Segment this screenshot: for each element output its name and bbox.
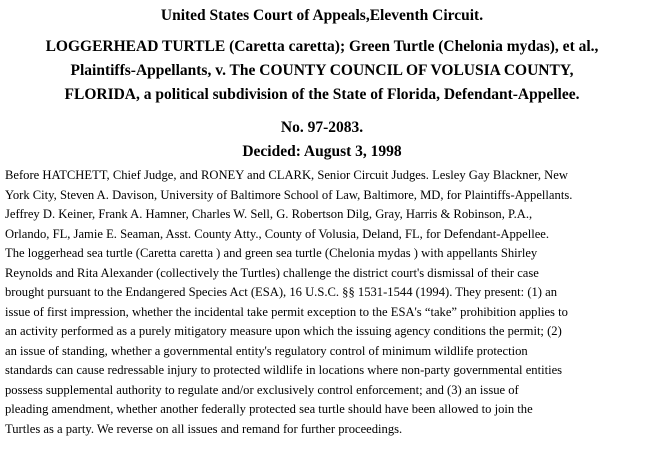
caption-line: LOGGERHEAD TURTLE (Caretta caretta); Green Turtle (Chelonia mydas), et al., <box>45 38 599 55</box>
text-line: issue of first impression, whether the incidental take permit exception to the ESA's “take” prohibition applies to <box>5 304 568 319</box>
case-caption <box>5 35 639 107</box>
docket-number: No. 97-2083. <box>280 119 364 136</box>
text-line: Turtles as a party. We reverse on all issues and remand for further proceedings. <box>5 421 403 436</box>
text-line: Reynolds and Rita Alexander (collectively the Turtles) challenge the district court's dismissal of their case <box>5 265 539 280</box>
text-line: brought pursuant to the Endangered Species Act (ESA), 16 U.S.C. §§ 1531-1544 (1994). They present: (1) an <box>5 285 558 299</box>
text-line: The loggerhead sea turtle (Caretta caretta ) and green sea turtle (Chelonia mydas ) with appellants Shirley <box>5 246 538 260</box>
text-line: an issue of standing, whether a governmental entity's regulatory control of minimum wildlife protection <box>5 343 528 358</box>
text-line: an activity performed as a purely mitigatory measure upon which the issuing agency conditions the permit; (2) <box>5 324 562 338</box>
text-line: standards can cause redressable injury to protected wildlife in locations where non-party governmental entities <box>5 363 563 377</box>
text-line: pleading amendment, whether another federally protected sea turtle should have been allowed to join the <box>5 402 533 416</box>
court-name: United States Court of Appeals,Eleventh Circuit. <box>160 7 484 24</box>
text-line: Orlando, FL, Jamie E. Seaman, Asst. County Atty., County of Volusia, Deland, FL, for Defendant-Appellee. <box>5 226 550 241</box>
text-line: Before HATCHETT, Chief Judge, and RONEY and CLARK, Senior Circuit Judges. Lesley Gay Blackner, New <box>5 168 568 182</box>
caption-line: FLORIDA, a political subdivision of the State of Florida, Defendant-Appellee. <box>64 86 580 103</box>
text-line: possess supplemental authority to regulate and/or exclusively control enforcement; and (3) an issue of <box>5 382 519 397</box>
opinion-text <box>5 166 639 439</box>
caption-line: Plaintiffs-Appellants, v. The COUNTY COUNCIL OF VOLUSIA COUNTY, <box>70 62 574 79</box>
text-line: York City, Steven A. Davison, University of Baltimore School of Law, Baltimore, MD, for Plaintiffs-Appellants. <box>5 187 573 202</box>
text-line: Jeffrey D. Keiner, Frank A. Hamner, Charles W. Sell, G. Robertson Dilg, Gray, Harris & Robinson, P.A., <box>5 207 533 221</box>
decision-date: Decided: August 3, 1998 <box>242 143 402 160</box>
